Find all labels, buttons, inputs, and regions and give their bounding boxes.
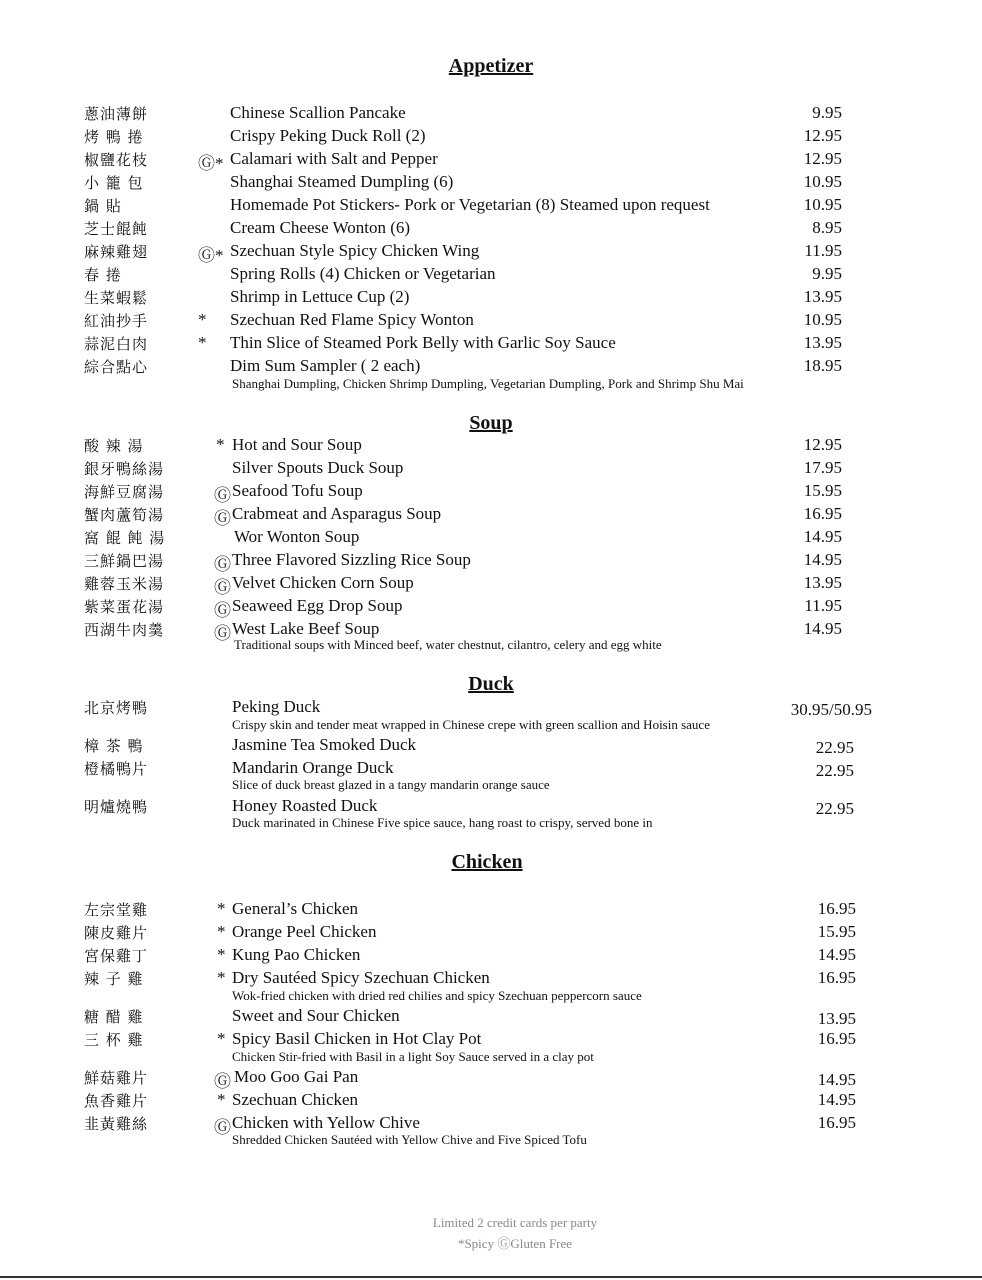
item-price: 14.95 bbox=[803, 619, 842, 638]
item-name: Seaweed Egg Drop Soup bbox=[232, 596, 403, 615]
menu-item bbox=[0, 356, 982, 394]
menu-item bbox=[0, 573, 982, 595]
menu-item bbox=[0, 1090, 982, 1112]
item-price: 18.95 bbox=[803, 356, 842, 375]
item-marker: Ⓖ bbox=[214, 601, 231, 620]
item-chinese-name: 烤 鴨 捲 bbox=[84, 128, 144, 146]
section-title-chicken: Chicken bbox=[451, 851, 523, 873]
menu-item bbox=[0, 596, 982, 618]
item-chinese-name: 蒜泥白肉 bbox=[84, 335, 149, 353]
item-price: 16.95 bbox=[817, 899, 856, 918]
item-chinese-name: 明爐燒鴨 bbox=[84, 798, 149, 816]
item-marker: * bbox=[217, 1029, 226, 1048]
item-chinese-name: 生菜蝦鬆 bbox=[84, 289, 149, 307]
item-chinese-name: 春 捲 bbox=[84, 266, 122, 284]
item-chinese-name: 鮮菇雞片 bbox=[84, 1069, 149, 1087]
section-title-duck: Duck bbox=[468, 673, 514, 695]
item-marker: * bbox=[217, 968, 226, 987]
item-price: 12.95 bbox=[803, 126, 842, 145]
item-marker: Ⓖ bbox=[214, 486, 231, 505]
item-price: 14.95 bbox=[817, 945, 856, 964]
item-price: 13.95 bbox=[803, 287, 842, 306]
item-price: 8.95 bbox=[812, 218, 842, 237]
item-chinese-name: 三鮮鍋巴湯 bbox=[84, 552, 165, 570]
item-name: Chicken with Yellow Chive bbox=[232, 1113, 420, 1132]
item-name: West Lake Beef Soup bbox=[232, 619, 380, 638]
item-chinese-name: 韭黃雞絲 bbox=[84, 1115, 149, 1133]
item-description: Chicken Stir-fried with Basil in a light Soy Sauce served in a clay pot bbox=[232, 1049, 594, 1064]
menu-item bbox=[0, 195, 982, 217]
menu-item bbox=[0, 527, 982, 549]
item-price: 30.95/50.95 bbox=[790, 700, 872, 719]
item-marker: * bbox=[217, 945, 226, 964]
item-name: Three Flavored Sizzling Rice Soup bbox=[232, 550, 471, 569]
item-description: Wok-fried chicken with dried red chilies and spicy Szechuan peppercorn sauce bbox=[232, 988, 642, 1003]
item-marker: Ⓖ bbox=[214, 578, 231, 597]
item-price: 14.95 bbox=[817, 1070, 856, 1089]
item-marker: Ⓖ* bbox=[198, 154, 224, 173]
item-chinese-name: 綜合點心 bbox=[84, 358, 149, 376]
menu-item bbox=[0, 899, 982, 921]
item-description: Crispy skin and tender meat wrapped in Chinese crepe with green scallion and Hoisin sauce bbox=[232, 717, 710, 732]
item-price: 14.95 bbox=[803, 527, 842, 546]
item-chinese-name: 小 籠 包 bbox=[84, 174, 144, 192]
item-price: 22.95 bbox=[815, 799, 854, 818]
item-name: Jasmine Tea Smoked Duck bbox=[232, 735, 417, 754]
item-chinese-name: 魚香雞片 bbox=[84, 1092, 149, 1110]
item-marker: * bbox=[217, 899, 226, 918]
item-marker: Ⓖ bbox=[214, 1072, 231, 1091]
menu-item bbox=[0, 241, 982, 263]
item-chinese-name: 蟹肉蘆筍湯 bbox=[84, 506, 165, 524]
item-name: Dry Sautéed Spicy Szechuan Chicken bbox=[232, 968, 490, 987]
menu-item bbox=[0, 481, 982, 503]
menu-item bbox=[0, 550, 982, 572]
menu-item bbox=[0, 264, 982, 286]
footer-credit-note: Limited 2 credit cards per party bbox=[432, 1215, 598, 1230]
item-chinese-name: 芝士餛飩 bbox=[84, 220, 149, 238]
menu-item bbox=[0, 796, 982, 834]
menu-item bbox=[0, 1006, 982, 1028]
item-price: 14.95 bbox=[817, 1090, 856, 1109]
item-name: Kung Pao Chicken bbox=[232, 945, 361, 964]
item-price: 12.95 bbox=[803, 435, 842, 454]
item-marker: * bbox=[198, 333, 207, 352]
item-description: Shanghai Dumpling, Chicken Shrimp Dumpling, Vegetarian Dumpling, Pork and Shrimp Shu Mai bbox=[232, 376, 744, 391]
item-chinese-name: 麻辣雞翅 bbox=[84, 243, 149, 261]
menu-item bbox=[0, 735, 982, 757]
item-price: 13.95 bbox=[803, 333, 842, 352]
item-chinese-name: 鍋 貼 bbox=[84, 197, 122, 215]
item-price: 10.95 bbox=[803, 310, 842, 329]
item-price: 16.95 bbox=[803, 504, 842, 523]
item-marker: * bbox=[198, 310, 207, 329]
item-marker: Ⓖ bbox=[214, 624, 231, 643]
menu-item bbox=[0, 126, 982, 148]
item-chinese-name: 西湖牛肉羹 bbox=[84, 621, 165, 639]
item-name: Silver Spouts Duck Soup bbox=[232, 458, 404, 477]
item-marker: * bbox=[216, 435, 225, 454]
item-name: Hot and Sour Soup bbox=[232, 435, 362, 454]
item-marker: Ⓖ bbox=[214, 1118, 231, 1137]
item-name: Szechuan Style Spicy Chicken Wing bbox=[230, 241, 480, 260]
menu-item bbox=[0, 435, 982, 457]
item-name: Spring Rolls (4) Chicken or Vegetarian bbox=[230, 264, 496, 283]
item-name: Chinese Scallion Pancake bbox=[230, 103, 406, 122]
item-name: Shrimp in Lettuce Cup (2) bbox=[230, 287, 410, 306]
menu-item bbox=[0, 287, 982, 309]
item-price: 10.95 bbox=[803, 172, 842, 191]
item-description: Slice of duck breast glazed in a tangy mandarin orange sauce bbox=[232, 777, 550, 792]
item-name: Calamari with Salt and Pepper bbox=[230, 149, 438, 168]
item-chinese-name: 紫菜蛋花湯 bbox=[84, 598, 165, 616]
item-chinese-name: 三 杯 雞 bbox=[84, 1031, 144, 1049]
item-name: Szechuan Red Flame Spicy Wonton bbox=[230, 310, 474, 329]
menu-item bbox=[0, 697, 982, 735]
item-price: 16.95 bbox=[817, 1113, 856, 1132]
menu-item bbox=[0, 968, 982, 1006]
item-name: Szechuan Chicken bbox=[232, 1090, 359, 1109]
menu-item bbox=[0, 758, 982, 796]
item-chinese-name: 銀牙鴨絲湯 bbox=[84, 460, 165, 478]
item-name: Thin Slice of Steamed Pork Belly with Garlic Soy Sauce bbox=[230, 333, 616, 352]
item-price: 9.95 bbox=[812, 103, 842, 122]
item-name: Orange Peel Chicken bbox=[232, 922, 377, 941]
item-description: Traditional soups with Minced beef, water chestnut, cilantro, celery and egg white bbox=[234, 637, 662, 652]
item-marker: * bbox=[217, 922, 226, 941]
item-price: 9.95 bbox=[812, 264, 842, 283]
menu-item bbox=[0, 218, 982, 240]
menu-item bbox=[0, 458, 982, 480]
menu-item bbox=[0, 103, 982, 125]
item-chinese-name: 樟 茶 鴨 bbox=[84, 737, 144, 755]
item-chinese-name: 蔥油薄餅 bbox=[84, 105, 149, 123]
item-name: Homemade Pot Stickers- Pork or Vegetarian (8) Steamed upon request bbox=[230, 195, 710, 214]
item-chinese-name: 糖 醋 雞 bbox=[84, 1008, 144, 1026]
item-name: Wor Wonton Soup bbox=[234, 527, 360, 546]
item-price: 10.95 bbox=[803, 195, 842, 214]
menu-item bbox=[0, 333, 982, 355]
item-name: Dim Sum Sampler ( 2 each) bbox=[230, 356, 421, 375]
item-name: Sweet and Sour Chicken bbox=[232, 1006, 400, 1025]
item-price: 16.95 bbox=[817, 1029, 856, 1048]
item-price: 16.95 bbox=[817, 968, 856, 987]
item-name: Moo Goo Gai Pan bbox=[234, 1067, 359, 1086]
item-chinese-name: 雞蓉玉米湯 bbox=[84, 575, 165, 593]
menu-item bbox=[0, 945, 982, 967]
item-chinese-name: 海鮮豆腐湯 bbox=[84, 483, 165, 501]
item-name: Spicy Basil Chicken in Hot Clay Pot bbox=[232, 1029, 482, 1048]
item-chinese-name: 宮保雞丁 bbox=[84, 947, 149, 965]
menu-item bbox=[0, 922, 982, 944]
item-price: 22.95 bbox=[815, 761, 854, 780]
item-price: 17.95 bbox=[803, 458, 842, 477]
item-chinese-name: 北京烤鴨 bbox=[84, 699, 149, 717]
item-chinese-name: 辣 子 雞 bbox=[84, 970, 144, 988]
item-price: 15.95 bbox=[803, 481, 842, 500]
item-marker: Ⓖ* bbox=[198, 246, 224, 265]
item-name: Honey Roasted Duck bbox=[232, 796, 378, 815]
menu-item bbox=[0, 1029, 982, 1067]
item-price: 11.95 bbox=[804, 241, 842, 260]
menu-item bbox=[0, 310, 982, 332]
item-chinese-name: 椒鹽花枝 bbox=[84, 151, 149, 169]
item-name: Shanghai Steamed Dumpling (6) bbox=[230, 172, 454, 191]
item-name: Peking Duck bbox=[232, 697, 321, 716]
item-chinese-name: 橙橘鴨片 bbox=[84, 760, 149, 778]
item-name: Mandarin Orange Duck bbox=[232, 758, 394, 777]
item-price: 22.95 bbox=[815, 738, 854, 757]
item-name: Crabmeat and Asparagus Soup bbox=[232, 504, 442, 523]
item-chinese-name: 陳皮雞片 bbox=[84, 924, 149, 942]
section-title-appetizer: Appetizer bbox=[448, 55, 534, 77]
item-price: 15.95 bbox=[817, 922, 856, 941]
bottom-rule bbox=[0, 1276, 982, 1278]
item-name: Crispy Peking Duck Roll (2) bbox=[230, 126, 426, 145]
menu-item bbox=[0, 172, 982, 194]
item-chinese-name: 酸 辣 湯 bbox=[84, 437, 144, 455]
item-price: 14.95 bbox=[803, 550, 842, 569]
item-marker: Ⓖ bbox=[214, 555, 231, 574]
item-description: Duck marinated in Chinese Five spice sauce, hang roast to crispy, served bone in bbox=[232, 815, 653, 830]
item-name: Cream Cheese Wonton (6) bbox=[230, 218, 411, 237]
menu-item bbox=[0, 149, 982, 171]
footer-legend: *Spicy ⒼGluten Free bbox=[457, 1236, 573, 1251]
item-price: 12.95 bbox=[803, 149, 842, 168]
item-chinese-name: 左宗堂雞 bbox=[84, 901, 149, 919]
item-marker: Ⓖ bbox=[214, 509, 231, 528]
menu-item bbox=[0, 1067, 982, 1089]
item-name: Velvet Chicken Corn Soup bbox=[232, 573, 414, 592]
item-marker: * bbox=[217, 1090, 226, 1109]
item-chinese-name: 紅油抄手 bbox=[84, 312, 149, 330]
item-price: 13.95 bbox=[817, 1009, 856, 1028]
item-price: 13.95 bbox=[803, 573, 842, 592]
menu-item bbox=[0, 1113, 982, 1151]
item-name: General’s Chicken bbox=[232, 899, 359, 918]
item-description: Shredded Chicken Sautéed with Yellow Chive and Five Spiced Tofu bbox=[232, 1132, 587, 1147]
menu-item bbox=[0, 504, 982, 526]
item-price: 11.95 bbox=[804, 596, 842, 615]
section-title-soup: Soup bbox=[469, 412, 513, 434]
item-chinese-name: 窩 餛 飩 湯 bbox=[84, 529, 166, 547]
item-name: Seafood Tofu Soup bbox=[232, 481, 363, 500]
menu-item bbox=[0, 619, 982, 657]
